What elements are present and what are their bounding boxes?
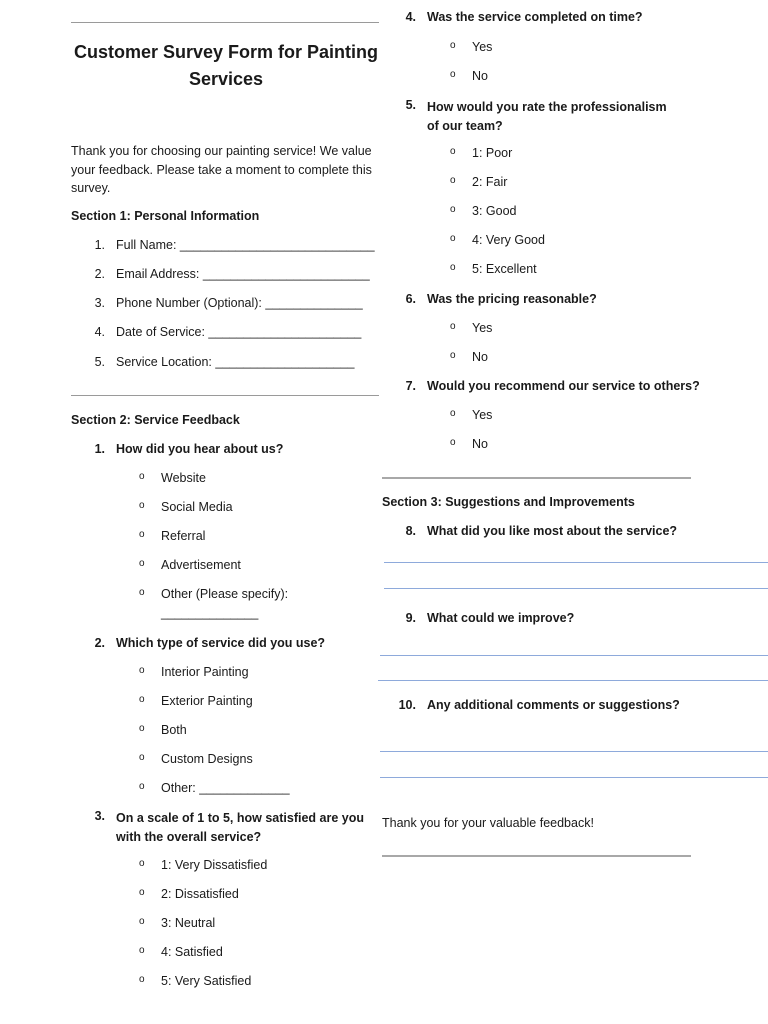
question-text: Any additional comments or suggestions? bbox=[427, 698, 680, 712]
section2-heading: Section 2: Service Feedback bbox=[71, 413, 240, 427]
question-number: 8. bbox=[405, 524, 416, 538]
bullet-icon: o bbox=[139, 665, 145, 676]
left-column: Customer Survey Form for Painting Services Thank you for choosing our painting service! We value your feedback. Please take a moment to complete this survey. Section 1: Personal Information 1. Full Name: ____________________________ 2. Email Address: ________________________ 3. Phone Number (Optional): ______________ 4. Date of Service: ______________________ 5. Service Location: ____________________ Section 2: Service Feedback 1. How did you hear about us? o Website o Social Media o Referral o Advertisement o Other (Please specify): ______________ 2. Which type of service did you use? o Interior Painting o Exterior Painting o Both o Custom Designs o Other: _____________ 3. On a scale of 1 to 5, how satisfied are you with the overall service? o 1: Very Dissatisfied o 2: Dissatisfied o 3: Neutral o 4: Satisfied o 5: Very Satisfied bbox=[71, 0, 381, 1024]
field-number: 2. bbox=[94, 267, 105, 281]
bullet-icon: o bbox=[139, 723, 145, 734]
bullet-icon: o bbox=[450, 262, 456, 273]
other-blank[interactable]: ______________ bbox=[161, 606, 259, 620]
question-number: 1. bbox=[94, 442, 105, 456]
bullet-icon: o bbox=[139, 587, 145, 598]
field-label: Service Location: ____________________ bbox=[116, 355, 355, 369]
top-divider bbox=[71, 22, 379, 23]
bullet-icon: o bbox=[139, 529, 145, 540]
bullet-icon: o bbox=[450, 437, 456, 448]
field-number: 3. bbox=[94, 296, 105, 310]
bullet-icon: o bbox=[450, 204, 456, 215]
bullet-icon: o bbox=[139, 916, 145, 927]
field-label: Email Address: ________________________ bbox=[116, 267, 370, 281]
question-text: What did you like most about the service? bbox=[427, 524, 678, 538]
bullet-icon: o bbox=[450, 175, 456, 186]
bullet-icon: o bbox=[139, 858, 145, 869]
field-label: Phone Number (Optional): ______________ bbox=[116, 296, 363, 310]
bullet-icon: o bbox=[139, 781, 145, 792]
section1-heading: Section 1: Personal Information bbox=[71, 209, 260, 223]
bullet-icon: o bbox=[450, 233, 456, 244]
question-text: Would you recommend our service to others? bbox=[427, 379, 700, 393]
question-text: On a scale of 1 to 5, how satisfied are you with the overall service? bbox=[116, 811, 364, 844]
answer-line[interactable] bbox=[384, 562, 768, 563]
bullet-icon: o bbox=[139, 694, 145, 705]
closing-text: Thank you for your valuable feedback! bbox=[382, 816, 594, 830]
question-text: Which type of service did you use? bbox=[116, 636, 326, 650]
bullet-icon: o bbox=[450, 408, 456, 419]
bullet-icon: o bbox=[139, 500, 145, 511]
bullet-icon: o bbox=[450, 350, 456, 361]
bullet-icon: o bbox=[450, 69, 456, 80]
field-number: 5. bbox=[94, 355, 105, 369]
answer-line[interactable] bbox=[380, 751, 768, 752]
question-number: 7. bbox=[405, 379, 416, 393]
question-number: 2. bbox=[94, 636, 105, 650]
section-divider bbox=[382, 477, 691, 479]
page-title: Customer Survey Form for Painting Services bbox=[73, 42, 379, 89]
question-5 bbox=[382, 98, 682, 138]
question-number: 6. bbox=[405, 292, 416, 306]
question-number: 5. bbox=[405, 98, 416, 112]
question-number: 9. bbox=[405, 611, 416, 625]
section3-heading: Section 3: Suggestions and Improvements bbox=[382, 495, 635, 509]
answer-line[interactable] bbox=[378, 680, 768, 681]
answer-line[interactable] bbox=[380, 655, 768, 656]
question-3 bbox=[71, 809, 371, 849]
bullet-icon: o bbox=[450, 146, 456, 157]
bullet-icon: o bbox=[450, 321, 456, 332]
bullet-icon: o bbox=[450, 40, 456, 51]
field-number: 1. bbox=[94, 238, 105, 252]
bullet-icon: o bbox=[139, 945, 145, 956]
question-text: What could we improve? bbox=[427, 611, 575, 625]
field-label: Full Name: ____________________________ bbox=[116, 238, 375, 252]
bullet-icon: o bbox=[139, 471, 145, 482]
intro-paragraph: Thank you for choosing our painting service! We value your feedback. Please take a moment to complete this survey. bbox=[71, 144, 372, 195]
field-label: Date of Service: ______________________ bbox=[116, 325, 362, 339]
bullet-icon: o bbox=[139, 887, 145, 898]
field-number: 4. bbox=[94, 325, 105, 339]
question-number: 4. bbox=[405, 10, 416, 24]
question-number: 3. bbox=[94, 809, 105, 823]
answer-line[interactable] bbox=[380, 777, 768, 778]
question-text: How would you rate the professionalism of our team? bbox=[427, 100, 667, 133]
bullet-icon: o bbox=[139, 558, 145, 569]
bullet-icon: o bbox=[139, 752, 145, 763]
question-text: Was the service completed on time? bbox=[427, 10, 643, 24]
question-number: 10. bbox=[398, 698, 416, 712]
question-text: Was the pricing reasonable? bbox=[427, 292, 597, 306]
section-divider bbox=[71, 395, 379, 396]
bottom-divider bbox=[382, 855, 691, 857]
answer-line[interactable] bbox=[384, 588, 768, 589]
right-column: 4. Was the service completed on time? o Yes o No 5. How would you rate the professionalism of our team? o 1: Poor o 2: Fair o 3: Good o 4: Very Good o 5: Excellent 6. Was the pricing reasonable? o Yes o No 7. Would you recommend our service to others? o Yes o No Section 3: Suggestions and Improvements 8. What did you like most about the service? 9. What could we improve? 10. Any additional comments or suggestions? Thank you for your valuable feedback! bbox=[382, 0, 768, 1024]
bullet-icon: o bbox=[139, 974, 145, 985]
question-text: How did you hear about us? bbox=[116, 442, 284, 456]
